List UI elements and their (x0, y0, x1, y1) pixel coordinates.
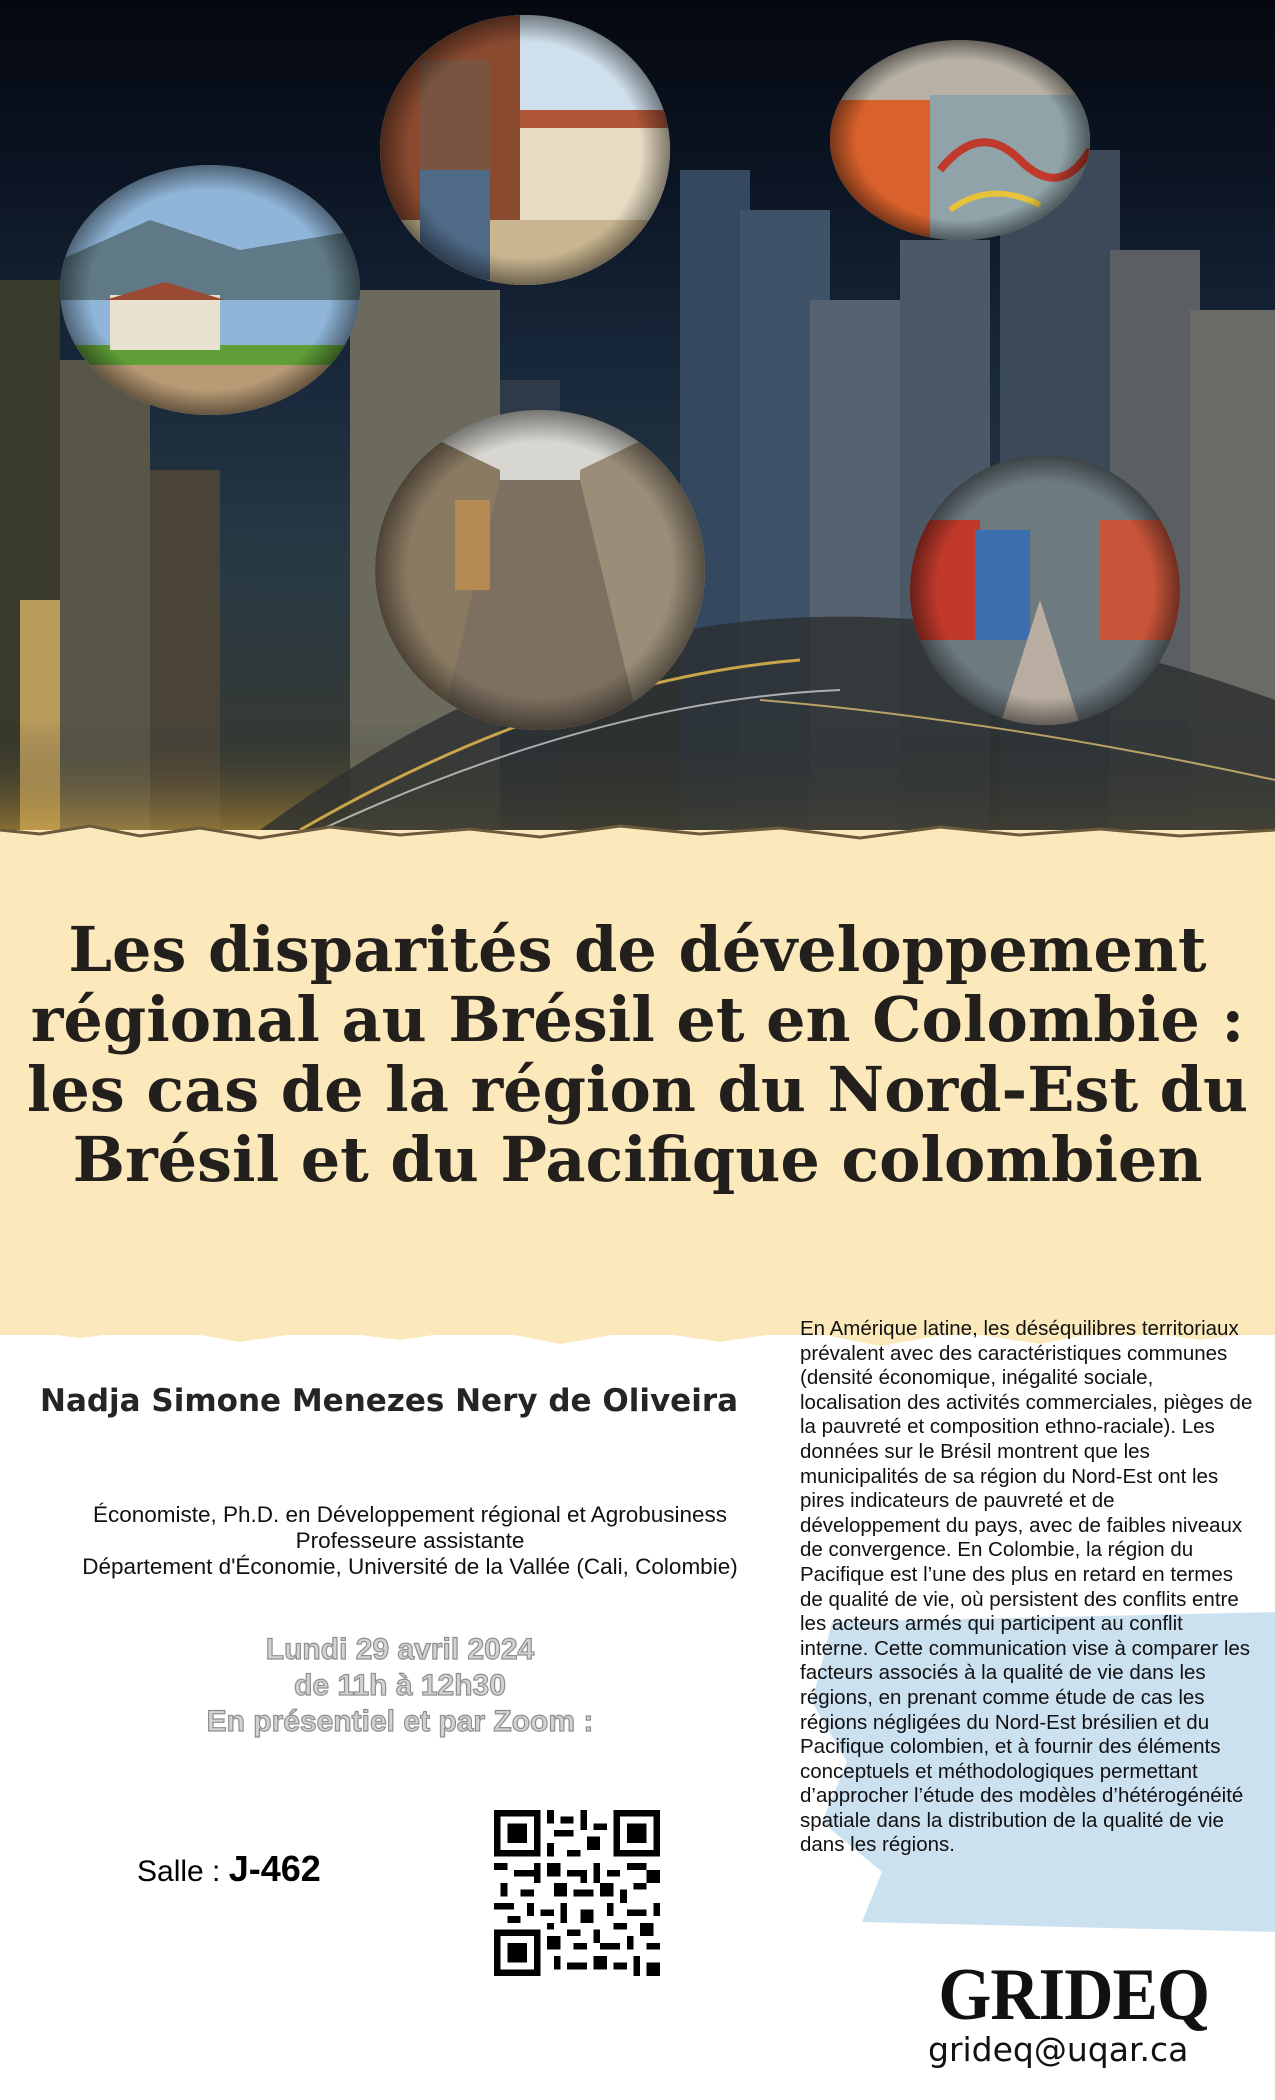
room-number: J-462 (228, 1848, 321, 1889)
hero-image (0, 0, 1275, 830)
event-title: Les disparités de développement régional au Brésil et en Colombie : les cas de la région du Nord-Est du Brésil et du Pacifique colombien (26, 913, 1249, 1196)
room-label: Salle : (137, 1855, 229, 1888)
vignette-alley (375, 410, 705, 730)
affiliation-line: Économiste, Ph.D. en Développement régional et Agrobusiness (92, 1502, 728, 1527)
room-info (137, 1848, 321, 1890)
city-illustration (0, 0, 1275, 830)
vignette-street (380, 15, 670, 285)
affiliation-line: Département d'Économie, Université de la Vallée (Cali, Colombie) (82, 1554, 738, 1579)
speaker-name: Nadja Simone Menezes Nery de Oliveira (40, 1383, 739, 1419)
abstract-text: En Amérique latine, les déséquilibres territoriaux prévalent avec des caractéristiques communes (densité économique, inégalité sociale, localisation des activités commerciales, pièges de la pauvreté et composition ethno-raciale). Les données sur le Brésil montrent que les municipalités de sa région du Nord-Est ont les pires indicateurs de pauvreté et de développement du pays, avec de faibles niveaux de convergence. En Colombie, la région du Pacifique est l’une des plus en retard en termes de qualité de vie, où persistent des conflits entre les acteurs armés qui participent au conflit interne. Cette communication vise à comparer les facteurs associés à la qualité de vie dans les régions, en prenant comme étude de cas les régions négligées du Nord-Est brésilien et du Pacifique colombien, et à fournir des éléments conceptuels et méthodologiques permettant d’approcher l’étude des modèles d’hétérogénéité spatiale dans la distribution de la qualité de vie dans les régions. (800, 1317, 1253, 1857)
vignette-favela (910, 455, 1180, 725)
affiliation-line: Professeure assistante (295, 1528, 525, 1553)
event-details (130, 1632, 670, 1740)
torn-edge-top (0, 812, 1275, 852)
vignette-graffiti (830, 40, 1090, 240)
zoom-qr-code[interactable] (494, 1810, 660, 1976)
event-date: Lundi 29 avril 2024 (265, 1633, 535, 1666)
event-time: de 11h à 12h30 (294, 1669, 506, 1702)
grideq-logo: GRIDEQ (938, 1954, 1210, 2036)
speaker-affiliation (30, 1502, 790, 1580)
vignette-countryside (60, 165, 360, 415)
event-mode: En présentiel et par Zoom : (206, 1705, 594, 1738)
contact-email[interactable]: grideq@uqar.ca (928, 2030, 1189, 2069)
